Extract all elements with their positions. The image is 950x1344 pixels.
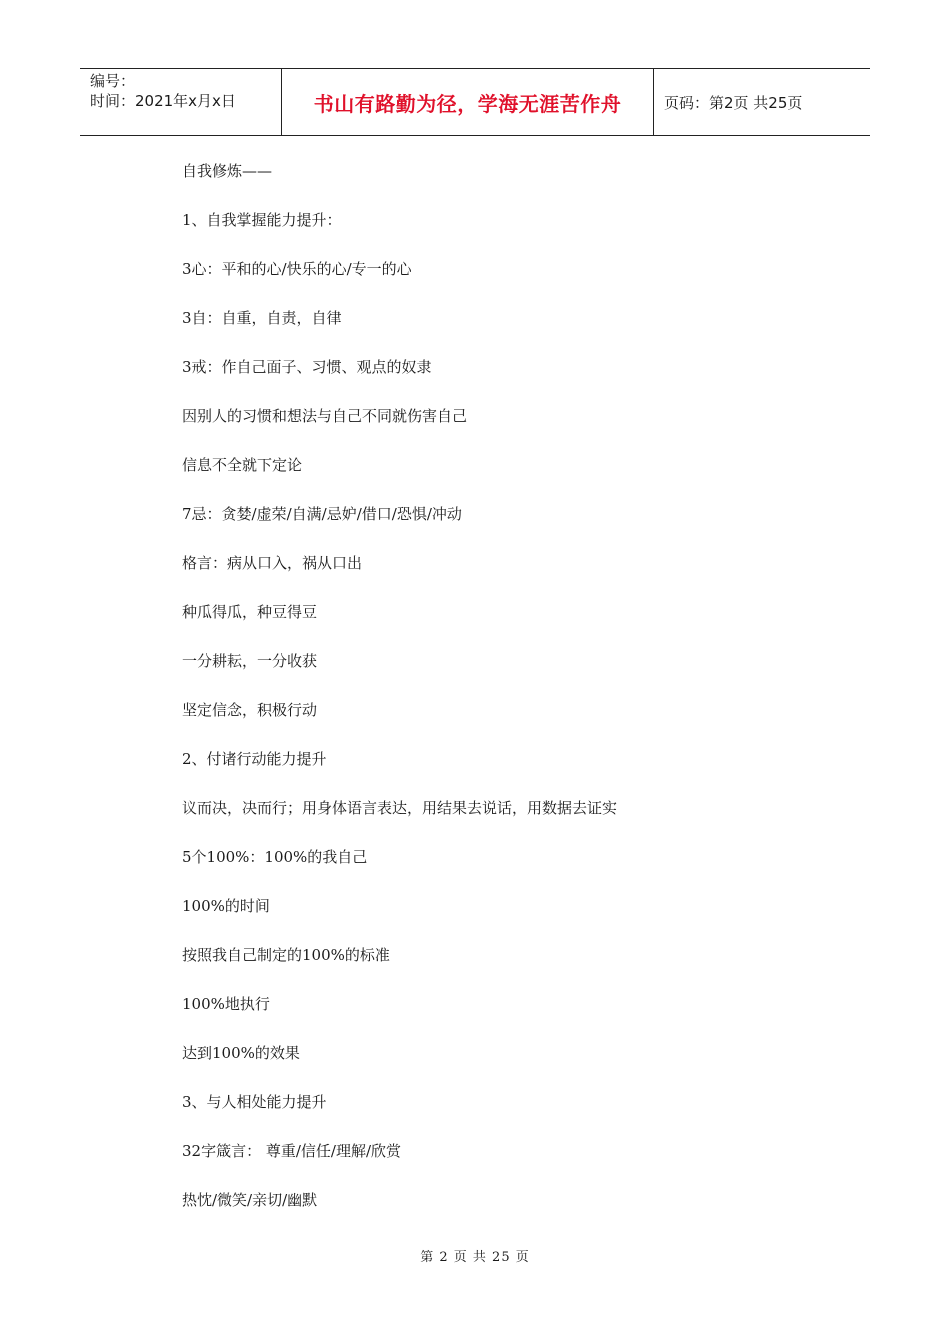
body-line: 种瓜得瓜，种豆得豆 [182,603,318,621]
body-line: 因别人的习惯和想法与自己不同就伤害自己 [182,407,468,425]
body-line: 100%的时间 [182,897,270,915]
header-motto-cell [282,69,654,135]
body-line: 议而决，决而行；用身体语言表达，用结果去说话，用数据去证实 [182,799,618,817]
body-line: 5个100%：100%的我自己 [182,848,368,866]
body-line: 按照我自己制定的100%的标准 [182,946,390,964]
body-line: 2、付诸行动能力提升 [182,750,327,768]
body-line: 热忱/微笑/亲切/幽默 [182,1191,318,1209]
footer-page-number: 第 2 页 共 25 页 [420,1250,530,1265]
body-line: 3戒：作自己面子、习惯、观点的奴隶 [182,358,432,376]
body-line: 信息不全就下定论 [182,456,303,474]
body-line: 格言：病从口入，祸从口出 [182,554,363,572]
body-line: 1、自我掌握能力提升： [182,211,342,229]
body-line: 一分耕耘，一分收获 [182,652,318,670]
body-line: 坚定信念，积极行动 [182,701,318,719]
document-body [182,160,882,1238]
header-info-cell [80,69,282,135]
page-footer [0,1246,950,1265]
body-line: 自我修炼—— [182,162,273,180]
body-line: 3心：平和的心/快乐的心/专一的心 [182,260,412,278]
body-line: 3、与人相处能力提升 [182,1093,327,1111]
body-line: 达到100%的效果 [182,1044,300,1062]
time-label: 时间：2021年x月x日 [90,92,236,110]
document-header [80,68,870,136]
header-page-cell [654,69,870,135]
body-line: 7忌：贪婪/虚荣/自满/忌妒/借口/恐惧/冲动 [182,505,462,523]
body-line: 3自：自重，自责，自律 [182,309,342,327]
body-line: 32字箴言： 尊重/信任/理解/欣赏 [182,1142,402,1160]
number-label: 编号： [90,72,136,90]
motto-text: 书山有路勤为径，学海无涯苦作舟 [313,91,622,116]
body-line: 100%地执行 [182,995,270,1013]
page-info: 页码：第2页 共25页 [664,93,803,112]
